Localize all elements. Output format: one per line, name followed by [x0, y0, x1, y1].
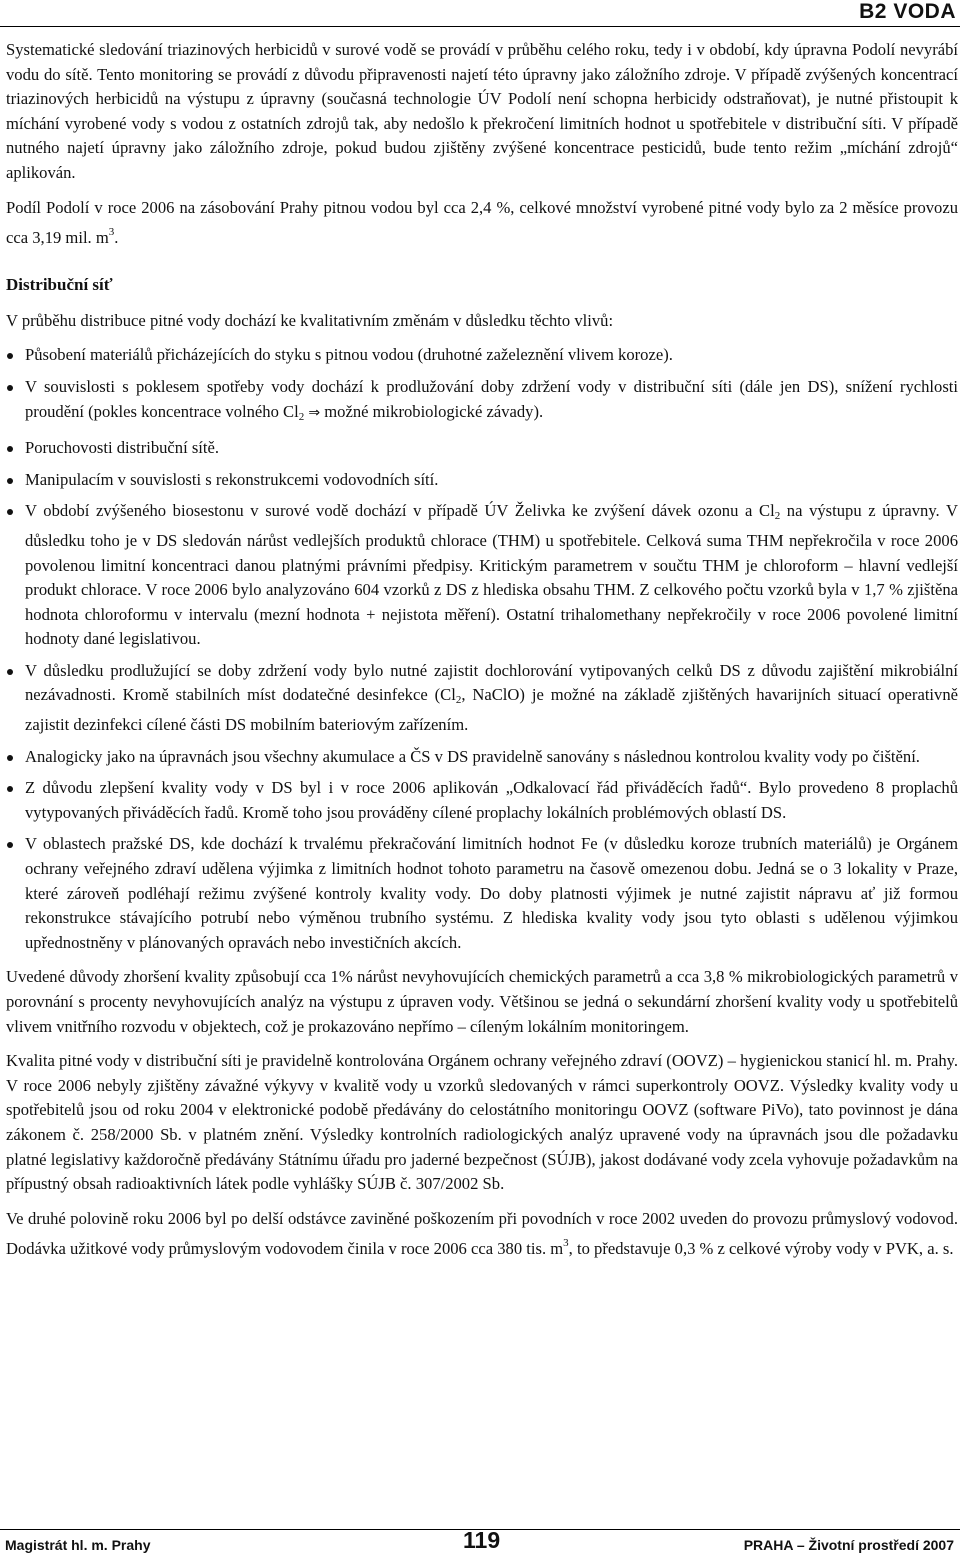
list-item-text: Působení materiálů přicházejících do styku s pitnou vodou (druhotné zaželeznění vlivem koroze). — [25, 345, 673, 365]
list-item — [6, 832, 958, 955]
footer-publication-title: PRAHA – Životní prostředí 2007 — [743, 1537, 954, 1553]
paragraph — [6, 1207, 958, 1262]
footer-publisher: Magistrát hl. m. Prahy — [5, 1537, 151, 1553]
list-item-text: na výstupu z úpravny. V důsledku toho je v DS sledován nárůst vedlejších produktů chlorace (THM) u spotřebitele. Celková suma THM nepřekročila v roce 2006 povolenou limitní koncentraci danou platnými právními předpisy. Kritickým parametrem v součtu THM je chloroform – hlavní vedlejší produkt chlorace. V roce 2006 bylo analyzováno 604 vzorků z DS z hlediska obsahu THM. Z celkového počtu vzorků byla v 1,7 % zjištěna hodnota chloroformu v intervalu (mezní hodnota + nejistota měření). Ostatní trihalomethany nepřekročily v roce 2006 povolené limitní hodnoty dané legislativou. — [25, 501, 958, 649]
paragraph: V průběhu distribuce pitné vody dochází ke kvalitativním změnám v důsledku těchto vlivů: — [6, 310, 614, 330]
list-item — [6, 659, 958, 738]
bullet-icon — [7, 755, 13, 761]
list-item-text: , NaClO) je možné na základě zjištěných havarijních situací operativně zajistit dezinfekci cílené části DS mobilním bateriovým zařízením. — [25, 685, 958, 735]
list-item — [6, 436, 958, 461]
list-item-text: V důsledku prodlužující se doby zdržení vody bylo nutné zajistit dochlorování vytipovaných celků DS z důvodu zajištění mikrobiální nezávadnosti. Kromě stabilních míst dodatečné desinfekce (Cl — [25, 660, 958, 705]
paragraph-text: , to představuje 0,3 % z celkové výroby vody v PVK, a. s. — [568, 1239, 954, 1259]
implies-arrow-icon: ⇒ — [308, 404, 321, 421]
list-item — [6, 468, 958, 493]
paragraph: Uvedené důvody zhoršení kvality způsobují cca 1% nárůst nevyhovujících chemických parametrů a cca 3,8 % mikrobiologických parametrů v porovnání s procenty nevyhovujících analýz na výstupu z úpraven vody. Většinou se jedná o sekundární zhoršení kvality vody u spotřebitelů vlivem vnitřního rozvodu v objektech, což je prokazováno nepřímo – cíleným lokálním monitoringem. — [6, 967, 958, 1036]
list-item-text: Z důvodu zlepšení kvality vody v DS byl i v roce 2006 aplikován „Odkalovací řád přiváděcích řadů“. Bylo provedeno 8 proplachů vytypovaných přiváděcích řadů. Kromě toho jsou prováděny cílené proplachy lokálních problémových oblastí DS. — [25, 778, 958, 822]
subscript: 2 — [455, 694, 462, 707]
bullet-icon — [7, 669, 13, 675]
subscript: 2 — [774, 510, 781, 523]
document-body — [6, 38, 958, 1272]
section-label: B2 VODA — [859, 0, 956, 23]
list-item — [6, 499, 958, 652]
list-item — [6, 745, 958, 770]
list-item-text: možné mikrobiologické závady). — [320, 401, 544, 421]
superscript: 3 — [563, 1237, 569, 1250]
paragraph-text: . — [114, 228, 119, 248]
paragraph: Kvalita pitné vody v distribuční síti je pravidelně kontrolována Orgánem ochrany veřejného zdraví (OOVZ) – hygienickou stanicí hl. m. Prahy. V roce 2006 nebyly zjištěny závažné výkyvy v kvalitě vody u vzorků sledovaných v rámci superkontroly OOVZ. Výsledky kvality vody u spotřebitelů jsou od roku 2004 v elektronické podobě předávány do celostátního monitoringu OOVZ (software PiVo), tato povinnost je dána zákonem č. 258/2000 Sb. v platném znění. Výsledky kontrolních radiologických analýz upravené vody na úpravnách jsou dle požadavku platné legislativy každoročně předávány Státnímu úřadu pro jaderné bezpečnost (SÚJB), jakost dodávané vody zcela vyhovuje požadavkům na přípustný obsah radioaktivních látek podle vyhlášky SÚJB č. 307/2002 Sb. — [6, 1051, 958, 1194]
list-item-text: Manipulacím v souvislosti s rekonstrukcemi vodovodních sítí. — [25, 469, 439, 489]
list-item — [6, 776, 958, 825]
bullet-icon — [7, 353, 13, 359]
list-item-text: V oblastech pražské DS, kde dochází k trvalému překračování limitních hodnot Fe (v důsledku koroze trubních materiálů) je Orgánem ochrany veřejného zdraví udělena výjimka z limitních hodnot tohoto parametru na časově omezenou dobu. Jedná se o 3 lokality v Praze, které zároveň podléhají režimu zvýšené kontroly kvality vody. Do doby platnosti výjimek je nutné zajistit nápravu ať již formou rekonstrukce stávajícího potrubí nebo výměnou trubního systému. Z hlediska kvality vody jsou tyto oblasti s udělenou výjimkou upřednostněny v plánovaných opravách nebo investičních akcích. — [25, 834, 958, 952]
bullet-icon — [7, 385, 13, 391]
list-item-text: Poruchovosti distribuční sítě. — [25, 438, 220, 458]
page-header — [0, 0, 960, 27]
page-number: 119 — [463, 1527, 501, 1553]
bullet-icon — [7, 478, 13, 484]
paragraph-text: Ve druhé polovině roku 2006 byl po delší odstávce zaviněné poškozením při povodních v roce 2002 uveden do provozu průmyslový vodovod. Dodávka užitkové vody průmyslovým vodovodem činila v roce 2006 cca 380 tis. m — [6, 1208, 958, 1259]
list-item — [6, 343, 958, 368]
paragraph-text: Podíl Podolí v roce 2006 na zásobování Prahy pitnou vodou byl cca 2,4 %, celkové množství vyrobené pitné vody bylo za 2 měsíce provozu cca 3,19 mil. m — [6, 197, 958, 248]
list-item-text: Analogicky jako na úpravnách jsou všechny akumulace a ČS v DS pravidelně sanovány s následnou kontrolou kvality vody po čištění. — [25, 746, 920, 766]
subscript: 2 — [298, 410, 305, 423]
bullet-icon — [7, 786, 13, 792]
paragraph — [6, 196, 958, 251]
list-item-text: V období zvýšeného biosestonu v surové vodě dochází v případě ÚV Želivka ke zvýšení dávek ozonu a Cl — [25, 501, 775, 521]
section-heading: Distribuční síť — [6, 274, 113, 294]
bullet-icon — [7, 509, 13, 515]
bullet-icon — [7, 446, 13, 452]
paragraph: Systematické sledování triazinových herbicidů v surové vodě se provádí v průběhu celého roku, tedy i v období, kdy úpravna Podolí nevyrábí vodu do sítě. Tento monitoring se provádí z důvodu připravenosti najetí této úpravny jako záložního zdroje. V případě zvýšených koncentrací triazinových herbicidů na výstupu z úpravny (současná technologie ÚV Podolí není schopna herbicidy odstraňovat), je nutné přistoupit k míchání vyrobené vody s vodou z ostatních zdrojů tak, aby nedošlo k překročení limitních hodnot u spotřebitele v distribuční síti. V případě nutného najetí úpravny jako záložního zdroje, pokud budou zjištěny zvýšené koncentrace pesticidů, bude tento režim „míchání zdrojů“ aplikován. — [6, 40, 958, 182]
bullet-list — [6, 343, 958, 955]
bullet-icon — [7, 842, 13, 848]
superscript: 3 — [108, 226, 115, 239]
list-item — [6, 375, 958, 429]
list-item-text: V souvislosti s poklesem spotřeby vody dochází k prodlužování doby zdržení vody v distribuční síti (dále jen DS), snížení rychlosti proudění (pokles koncentrace volného Cl — [25, 376, 958, 421]
